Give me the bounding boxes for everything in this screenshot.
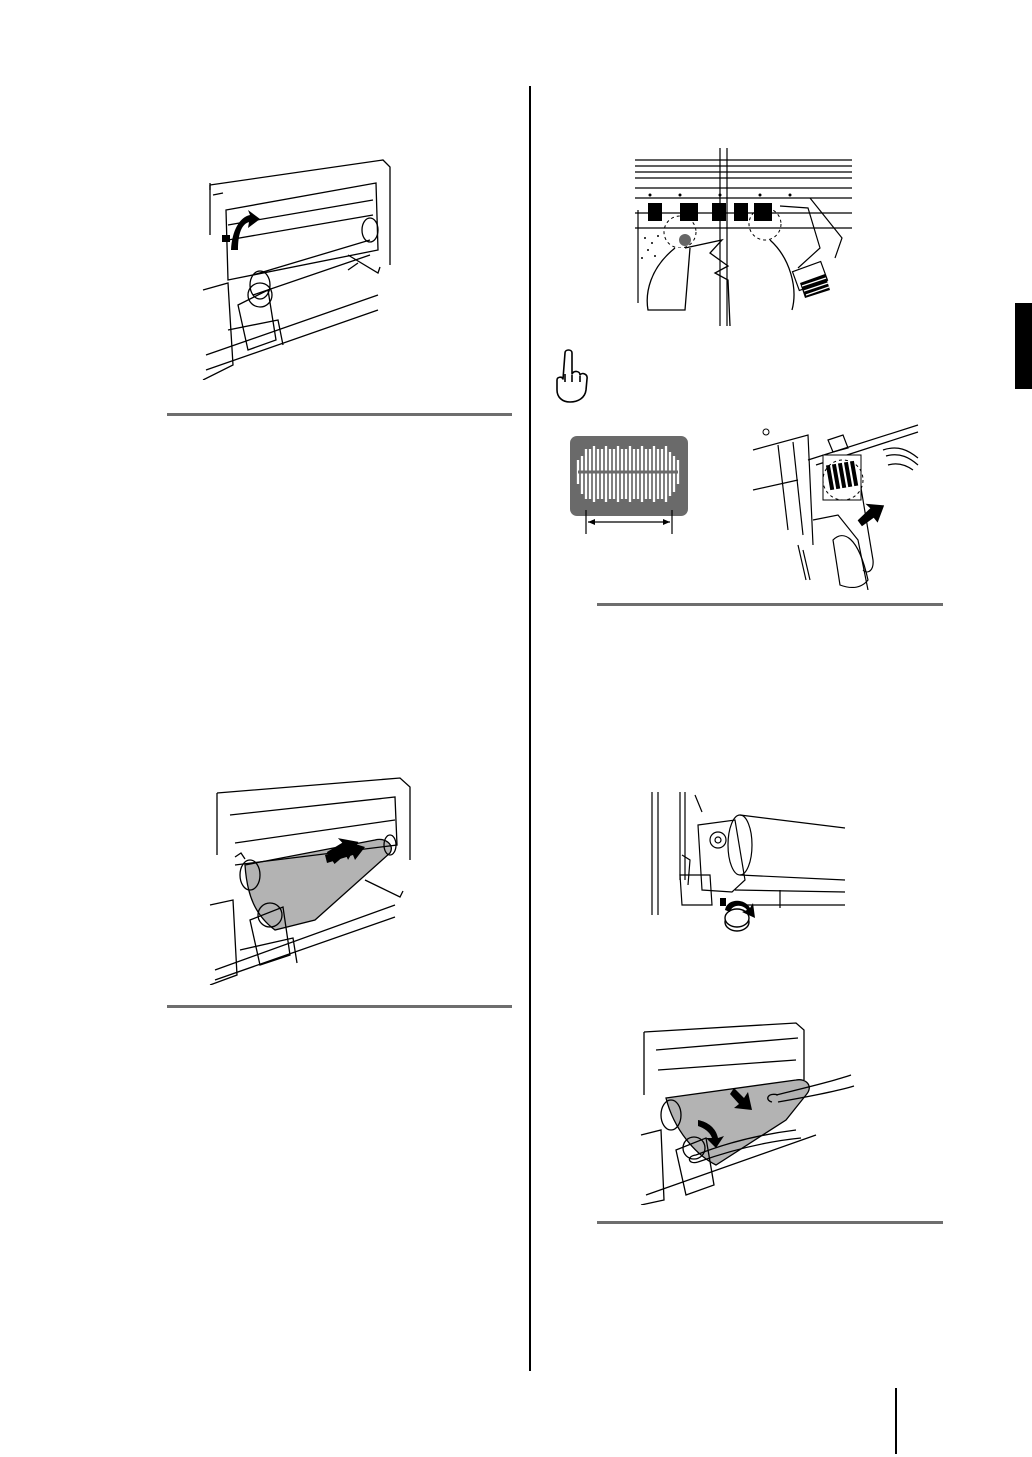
section-divider-2 — [167, 1005, 512, 1008]
lever-lift-illustration — [198, 155, 403, 380]
media-feed-illustration — [205, 775, 415, 985]
chapter-thumb-tab — [1015, 303, 1032, 389]
media-pull-illustration — [636, 1020, 858, 1205]
roll-holder-knob-illustration — [640, 790, 850, 938]
section-divider-1 — [167, 413, 512, 416]
nozzle-check-pattern-illustration — [568, 434, 690, 536]
section-divider-3 — [597, 603, 943, 606]
print-head-pattern-illustration — [630, 148, 855, 326]
section-divider-4 — [597, 1221, 943, 1224]
pointing-finger-icon — [550, 348, 592, 404]
column-divider — [529, 86, 531, 1371]
printer-side-inset-illustration — [748, 420, 920, 590]
footer-divider — [895, 1388, 897, 1454]
